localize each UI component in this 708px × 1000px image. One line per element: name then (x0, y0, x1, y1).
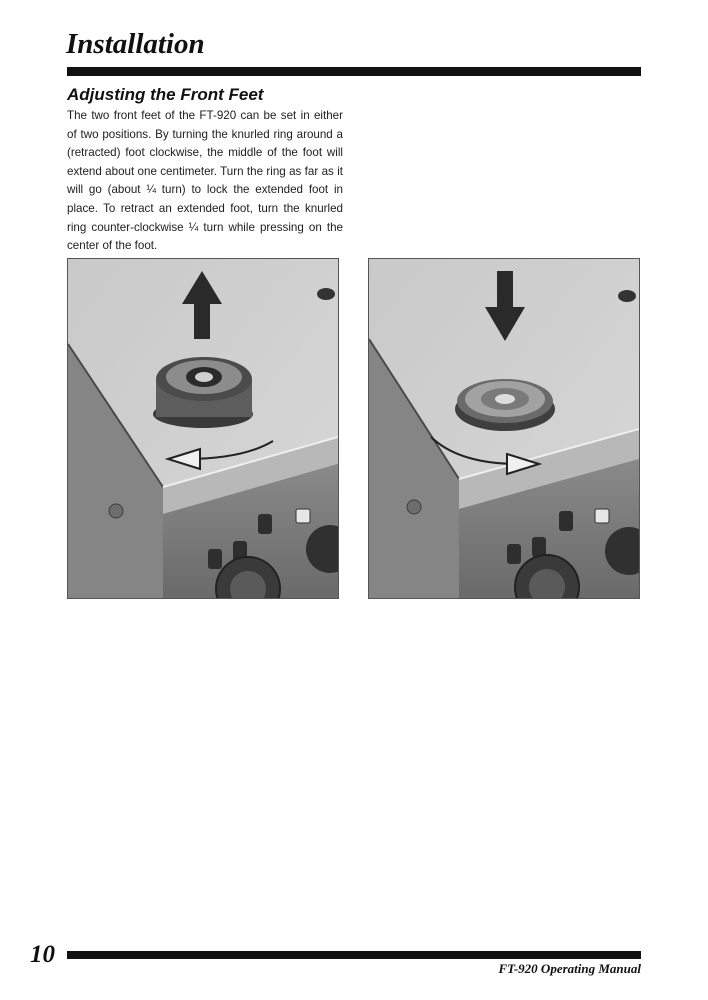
section-heading: Adjusting the Front Feet (67, 85, 264, 104)
body-paragraph: The two front feet of the FT-920 can be set in either of two positions. By turning the knurled ring around a (retracted) foot clockwise, the middle of the foot will extend about one centimeter. Turn the ring as far as it will go (about ¼ turn) to lock the extended foot in place. To retract an extended foot, turn the knurled ring counter-clockwise ¼ turn while pressing on the center of the foot. (67, 109, 343, 253)
page-title: Installation (66, 28, 205, 60)
page-number: 10 (30, 941, 55, 968)
photo-foot-extended (67, 258, 339, 599)
manual-title: FT-920 Operating Manual (498, 961, 641, 976)
photo-foot-retracted (368, 258, 640, 599)
title-rule (67, 67, 641, 76)
footer-rule (67, 951, 641, 959)
